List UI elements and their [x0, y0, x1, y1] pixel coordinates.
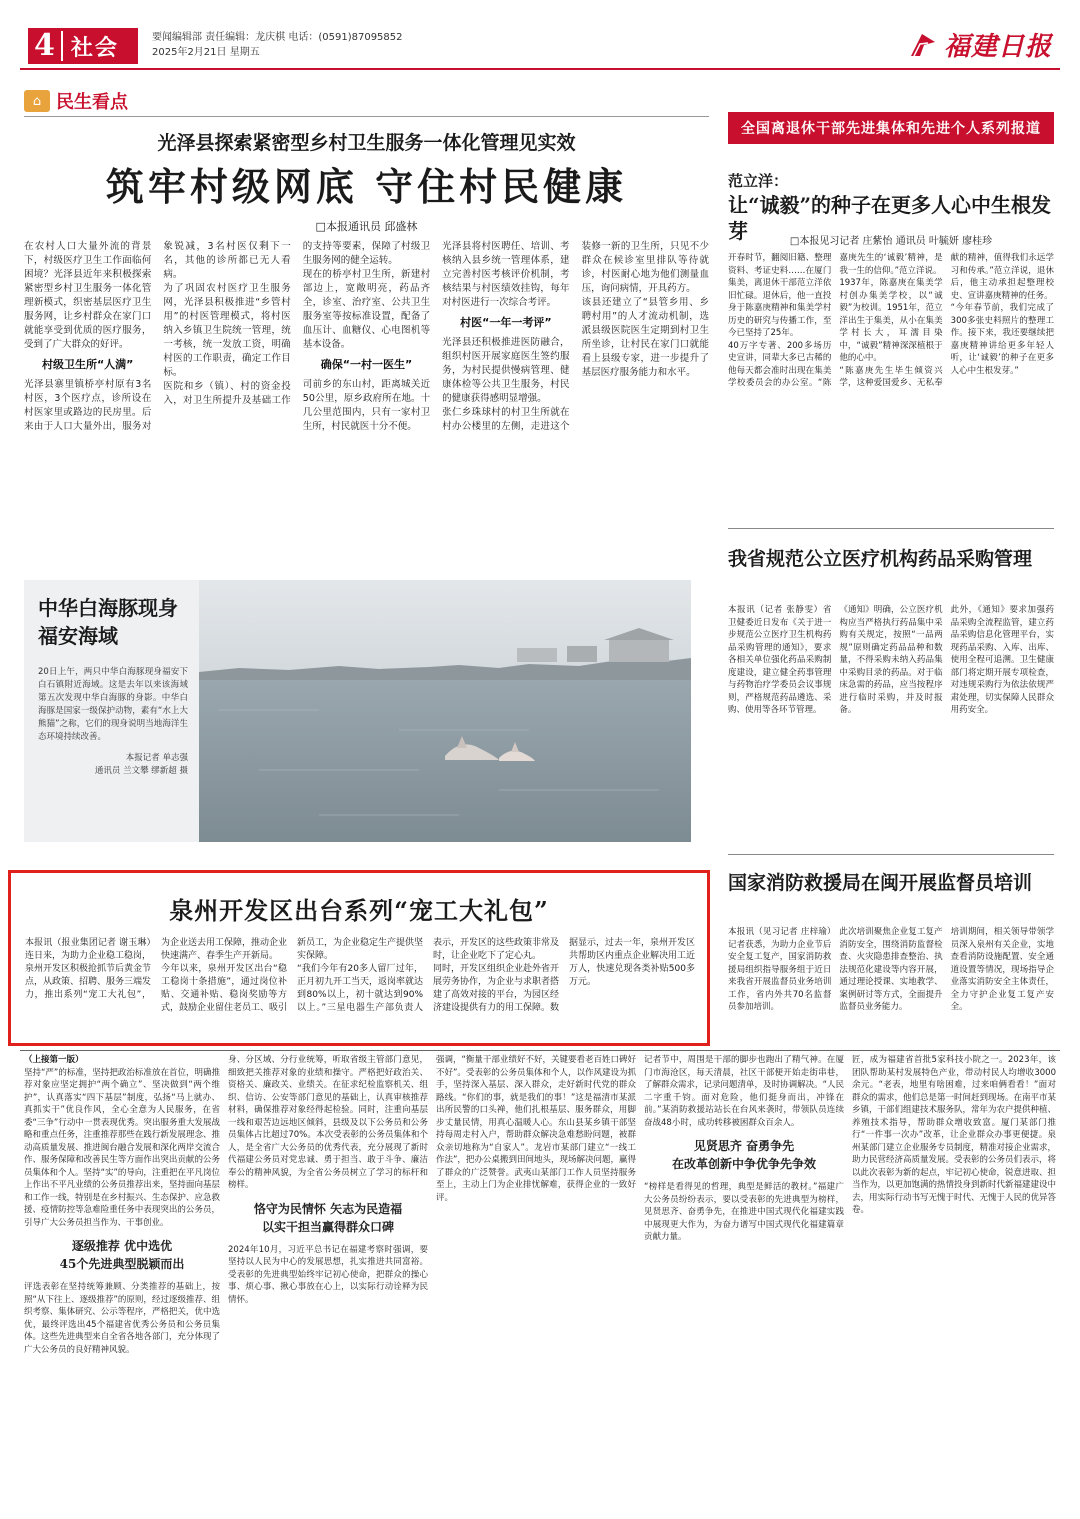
boxed-title: 泉州开发区出台系列“宠工大礼包” [169, 896, 549, 925]
editors-text: 要闻编辑部 责任编辑：龙庆棋 电话：(0591)87095852 [152, 32, 403, 43]
column-divider [24, 116, 709, 117]
right-body [728, 252, 1054, 510]
boxed-body [25, 937, 695, 1037]
continuation-subhead-line: 恪守为民情怀 矢志为民造福 [253, 1201, 403, 1216]
logo-flag-icon [908, 30, 938, 60]
right-divider [728, 528, 1054, 529]
lead-subtitle: 光泽县探索紧密型乡村卫生服务一体化管理见实效 [157, 132, 576, 154]
photo-text [38, 594, 188, 778]
boxed-paragraph: 同时，开发区组织企业赴外省开展劳务协作，为企业与求职者搭建了高效对接的平台，为园区经济建设提供有力的用工保障。数据显示，过去一年，泉州开发区共帮助区内重点企业解决用工近万人，快速兑现各类补贴500多万元。 [433, 938, 695, 1013]
dolphin-photo [199, 580, 691, 842]
right-paragraph: 开春时节，翻阅旧籍、整理资料、考证史料……在厦门集美，离退休干部范立洋依旧忙碌。退休后，他一直投身于陈嘉庚精神和集美学村历史的研究与传播工作，至今已坚持了25年。 [728, 253, 832, 338]
news2-title: 我省规范公立医疗机构药品采购管理 [728, 548, 1033, 570]
continuation-subhead [644, 1137, 844, 1173]
right-byline: □本报见习记者 庄紫怡 通讯员 叶毓妍 廖桂珍 [789, 236, 993, 247]
continuation-subhead-line: 以实干担当赢得群众口碑 [261, 1219, 394, 1234]
continuation-paragraph: 身、分区域、分行业统筹，听取省级主管部门意见，细致把关推荐对象的业绩和操守。严格把好政治关、资格关、廉政关、业绩关。在征求纪检监察机关、组织、信访、公安等部门意见的基础上，认真审核推荐材料，确保推荐对象经得起检验。同时，注重向基层一线和艰苦边远地区倾斜，县级及以下公务员和公务员集体占比超过70%。本次受表彰的公务员集体和个人，是全省广大公务员的优秀代表，充分展现了新时代福建公务员对党忠诚、勇于担当、敢于斗争、廉洁奉公的精神风貌，为全省公务员树立了学习的标杆和榜样。 [228, 1055, 428, 1190]
right-paragraph: 40万字专著、200多场历史宣讲，同辈大多已古稀的他每天都会准时出现在集美学校委员会的办公室。“陈嘉庚先生的‘诚毅’精神，是我一生的信仰。”范立洋说。 [728, 253, 943, 388]
lead-paragraph: 现在的桥亭村卫生所，新建村部边上，宽敞明亮，药品齐全，诊室、治疗室、公共卫生服务室等按标准设置，配备了血压计、血糖仪、心电图机等基本设备。 [302, 269, 431, 350]
lead-body [24, 240, 709, 572]
news3-body [728, 926, 1054, 1036]
lead-byline: □本报通讯员 邱盛林 [315, 220, 418, 233]
continuation-col-4 [644, 1054, 844, 1509]
continuation-col-5 [852, 1054, 1056, 1509]
lead-title: 筑牢村级网底 守住村民健康 [105, 164, 628, 209]
date-text: 2025年2月21日 星期五 [152, 47, 260, 58]
section-name: 社会 [70, 34, 119, 61]
lead-paragraph: 该县还建立了“县管乡用、乡聘村用”的人才流动机制，选派县级医院医生定期到村卫生所坐诊，让村民在家门口就能看上县级专家，进一步提升了基层医疗服务能力和水平。 [581, 297, 709, 378]
right-title: 让“诚毅”的种子在更多人心中生根发芽 [728, 193, 1052, 243]
right-kicker: 范立洋： [728, 172, 789, 190]
continuation-col-1 [24, 1054, 220, 1509]
continuation-paragraph: 2024年10月，习近平总书记在福建考察时强调，要坚持以人民为中心的发展思想，扎实推进共同富裕。受表彰的先进典型始终牢记初心使命，把群众的操心事、烦心事、揪心事放在心上，以实际行动诠释为民情怀。 [228, 1244, 428, 1305]
news3-paragraph: 培训期间，相关领导带领学员深入泉州有关企业，实地查看消防设施配置、安全通道设置等情况，现场指导企业落实消防安全主体责任，全力守护企业复工复产安全。 [950, 927, 1054, 1012]
photo-feature [24, 580, 691, 842]
lead-paragraph: 医院和乡（镇）、村的资金投入，对卫生所提升及基础工作的支持等要素，保障了村级卫生服务网的健全运转。 [163, 241, 431, 406]
news3-paragraph: 此次培训聚焦企业复工复产消防安全，围绕消防监督检查、火灾隐患排查整治、执法规范化建设等内容开展，通过理论授课、实地教学、案例研讨等方式，全面提升监督员业务能力。 [839, 927, 943, 1012]
lead-paragraph: 张仁乡珠球村的村卫生所就在村办公楼里的左侧，走进这个装修一新的卫生所，只见不少群众在候诊室里排队等待就诊，村医耐心地为他们测量血压，询问病情，开具药方。 [442, 241, 709, 432]
lead-subhead: 村级卫生所“人满” [41, 358, 134, 371]
continuation-subhead-line: 在改革创新中争优争先争效 [671, 1157, 816, 1171]
continuation-paragraph: 匠，成为福建省首批5家科技小院之一。2023年，该团队帮助某村发展特色产业，带动村民人均增收3000余元。“老表，地里有啥困难，过来咱俩看看！”面对群众的需求，他们总是第一时间赶到现场。在南平市某乡镇，干部们组建技术服务队，常年为农户提供种植、养殖技术指导，帮助群众增收致富。厦门某部门推行“一件事一次办”改革，让企业群众办事更便捷。泉州某部门建立企业服务专员制度，精准对接企业需求，助力民营经济高质量发展。受表彰的公务员们表示，将以此次表彰为新的起点，牢记初心使命，锐意进取、担当作为，以更加饱满的热情投身到新时代新福建建设中去，用实际行动书写无愧于时代、无愧于人民的优异答卷。 [852, 1055, 1056, 1215]
continuation-label: （上接第一版） [24, 1055, 84, 1065]
right-divider [728, 854, 1054, 855]
continuation-paragraph: 记者节中，周围是干部的脚步也跑出了精气神。在厦门市海沧区，每天清晨，社区干部便开始走街串巷，了解群众需求，记录问题清单，及时协调解决。“人民二字重千钧。面对危险，他们挺身而出，冲锋在前。”某消防救援站站长在台风来袭时，带领队员连续奋战48小时，成功转移被困群众百余人。 [644, 1055, 844, 1128]
sea-photo-image [199, 580, 691, 842]
boxed-paragraph: “我们今年有20多人留厂过年，正月初九开工当天，返岗率就达到80%以上，初十就达到90%以上。”三星电器生产部负责人表示，开发区的这些政策非常及时，让企业吃下了定心丸。 [297, 938, 560, 1013]
continuation-subhead-line: 45个先进典型脱颖而出 [59, 1257, 185, 1271]
news3-paragraph: 本报讯（见习记者 庄梓瑜）记者获悉，为助力企业节后安全复工复产，国家消防救援局组织指导服务组于近日来我省开展监督员业务培训工作，省内外共70名监督员参加培训。 [728, 927, 832, 1012]
continuation-divider [20, 1050, 1060, 1051]
paper-logo [908, 26, 1052, 63]
lead-subhead: 确保“一村一医生” [320, 358, 413, 371]
lead-paragraph: 司前乡的东山村，距离城关近50公里，原乡政府所在地。十几公里范围内，只有一家村卫生所，村民就医十分不便。 [302, 379, 431, 432]
boxed-paragraph: 今年以来，泉州开发区出台“稳工稳岗十条措施”，通过岗位补贴、交通补贴、稳岗奖励等方式，鼓励企业留住老员工、吸引新员工，为企业稳定生产提供坚实保障。 [161, 938, 424, 1013]
column-label: 民生看点 [56, 92, 128, 113]
continuation-subhead [24, 1237, 220, 1273]
paper-name: 福建日报 [943, 32, 1052, 62]
photo-caption: 20日上午，两只中华白海豚现身福安下白石镇附近海域。这是去年以来该海域第五次发现中华白海豚的身影。中华白海豚是国家一级保护动物，素有“水上大熊猫”之称，它们的现身说明当地海洋生态环境持续改善。 [38, 667, 188, 742]
continuation-paragraph: 评选表彰在坚持统筹兼顾、分类推荐的基础上，按照“从下往上、逐级推荐”的原则，经过逐级推荐、组织考察、集体研究、公示等程序，严格把关，优中选优，最终评选出45个福建省优秀公务员和公务员集体。这些先进典型来自全省各地各部门，充分体现了广大公务员的良好精神风貌。 [24, 1282, 220, 1355]
news2-paragraph: 《通知》明确，公立医疗机构应当严格执行药品集中采购有关规定，按照“一品两规”原则确定药品品种和数量，不得采购未纳入药品集中采购目录的药品。对于临床急需的药品，应当按程序进行临时采购，并及时报备。 [839, 605, 943, 715]
lead-subhead: 村医“一年一考评” [460, 316, 552, 329]
continuation-paragraph: 强调，“衡量干部业绩好不好，关键要看老百姓口碑好不好”。受表彰的公务员集体和个人，以作风建设为抓手，坚持深入基层、深入群众，走好新时代党的群众路线。“你们的事，就是我们的事！”这是福清市某派出所民警的口头禅，他们扎根基层、服务群众，用脚步丈量民情，用真心温暖人心。东山县某乡镇干部坚持每周走村入户，帮助群众解决急难愁盼问题，被群众亲切地称为“自家人”。龙岩市某部门建立“一线工作法”，把办公桌搬到田间地头，现场解决问题，赢得了群众的广泛赞誉。武夷山某部门工作人员坚持服务至上，主动上门为企业排忧解难，获得企业的一致好评。 [436, 1055, 636, 1203]
lead-paragraph: 在农村人口大量外流的背景下，村级医疗卫生工作面临何困境？光泽县近年来积极探索紧密型乡村卫生服务一体化管理新模式，织密基层医疗卫生服务网，让乡村群众在家门口就能享受到优质的医疗服务，受到了广大群众的好评。 [24, 241, 152, 350]
continuation-paragraph: 坚持“严”的标准，坚持把政治标准放在首位，明确推荐对象应坚定拥护“两个确立”、坚决做到“两个维护”，认真落实“四下基层”制度，弘扬“马上就办、真抓实干”优良作风，全心全意为人民服务，在省委“三争”行动中一贯表现优秀。突出服务重大发展战略和重点任务，注重推荐那些在践行新发展理念、推动高质量发展、推进闽台融合发展和深化两岸交流合作、服务保障和改善民生等方面作出突出贡献的公务员集体和个人。坚持“实”的导向，注重把在平凡岗位上作出不平凡业绩的公务员推荐出来，坚持面向基层和工作一线，特别是在乡村振兴、生态保护、应急救援、疫情防控等急难险重任务中表现突出的公务员，引导广大公务员担当作为、干事创业。 [24, 1067, 220, 1228]
photo-title: 中华白海豚现身福安海域 [38, 596, 178, 648]
news3-title: 国家消防救援局在闽开展监督员培训 [728, 872, 1033, 894]
news2-body [728, 604, 1054, 840]
continuation-subhead [228, 1200, 428, 1236]
lead-paragraph: 光泽县还积极推进医防融合，组织村医开展家庭医生签约服务，为村民提供慢病管理、健康体检等公共卫生服务，村民的健康获得感明显增强。 [442, 337, 570, 404]
continuation-paragraph: “榜样是看得见的哲理，典型是鲜活的教材。”福建广大公务员纷纷表示，要以受表彰的先进典型为榜样，见贤思齐、奋勇争先，在推进中国式现代化福建实践中展现更大作为，为奋力谱写中国式现代化福建篇章贡献力量。 [644, 1182, 844, 1242]
page-number: 4 [28, 31, 63, 61]
boxed-article [8, 870, 710, 1046]
special-report-banner: 全国离退休干部先进集体和先进个人系列报道 [728, 112, 1054, 144]
news2-paragraph: 本报讯（记者 张静雯）省卫健委近日发布《关于进一步规范公立医疗卫生机构药品采购管理的通知》，要求各相关单位强化药品采购制度建设，建立健全药事管理与药物治疗学委员会议事规则，严格规范药品遴选、采购、使用等各环节管理。 [728, 605, 832, 715]
boxed-paragraph: 本报讯（报业集团记者 谢玉琳）连日来，为助力企业稳工稳岗，泉州开发区积极抢抓节后黄金节点，从政策、招聘、服务三端发力，推出系列“宠工大礼包”，为企业送去用工保障，推动企业快速满产、春季生产开新局。 [25, 938, 288, 1000]
lead-paragraph: 为了巩固农村医疗卫生服务网，光泽县积极推进“乡管村用”的村医管理模式，将村医纳入乡镇卫生院统一管理，统一考核，统一发放工资，明确村医的工作职责，确定工作目标。 [163, 283, 291, 378]
lead-paragraph: 光泽县寨里镇桥亭村原有3名村医，3个医疗点，诊所设在村医家里或路边的民房里。后来由于人口大量外出，服务对象锐减，3名村医仅剩下一名，其他的诊所都已无人看病。 [24, 241, 291, 432]
right-paragraph: 1937年，陈嘉庚在集美学村创办集美学校，以“诚毅”为校训。1951年，范立洋出生于集美，从小在集美学村长大，耳濡目染中，“诚毅”精神深深植根于他的心中。 [839, 278, 943, 363]
news2-paragraph: 此外，《通知》要求加强药品采购全流程监管，建立药品采购信息化管理平台，实现药品采购、入库、出库、使用全程可追溯。卫生健康部门将定期开展专项检查，对违规采购行为依法依规严肃处理，切实保障人民群众用药安全。 [950, 605, 1054, 715]
house-icon: ⌂ [24, 90, 50, 112]
masthead [20, 22, 1060, 70]
editors-line [152, 30, 403, 60]
continuation-subhead-line: 见贤思齐 奋勇争先 [693, 1139, 795, 1153]
page-badge [28, 28, 138, 64]
continuation-col-2 [228, 1054, 428, 1509]
photo-credit: 本报记者 单志强 通讯员 兰文攀 缪新超 摄 [94, 753, 188, 776]
continuation-subhead-line: 逐级推荐 优中选优 [71, 1239, 173, 1253]
column-tag [24, 88, 128, 114]
lead-paragraph: 光泽县将村医聘任、培训、考核纳入县乡统一管理体系，建立完善村医考核评价机制，考核结果与村医绩效挂钩，每年对村医进行一次综合考评。 [442, 241, 570, 308]
right-paragraph: “陈嘉庚先生毕生倾资兴学，这种爱国爱乡、无私奉献的精神，值得我们永远学习和传承。”范立洋说，退休后，他主动承担起整理校史、宣讲嘉庚精神的任务。 [839, 253, 1054, 388]
right-paragraph: “今年春节前，我们完成了300多张史料照片的整理工作。接下来，我还要继续把嘉庚精神讲给更多年轻人听，让‘诚毅’的种子在更多人心中生根发芽。” [950, 303, 1054, 376]
continuation-col-3 [436, 1054, 636, 1509]
